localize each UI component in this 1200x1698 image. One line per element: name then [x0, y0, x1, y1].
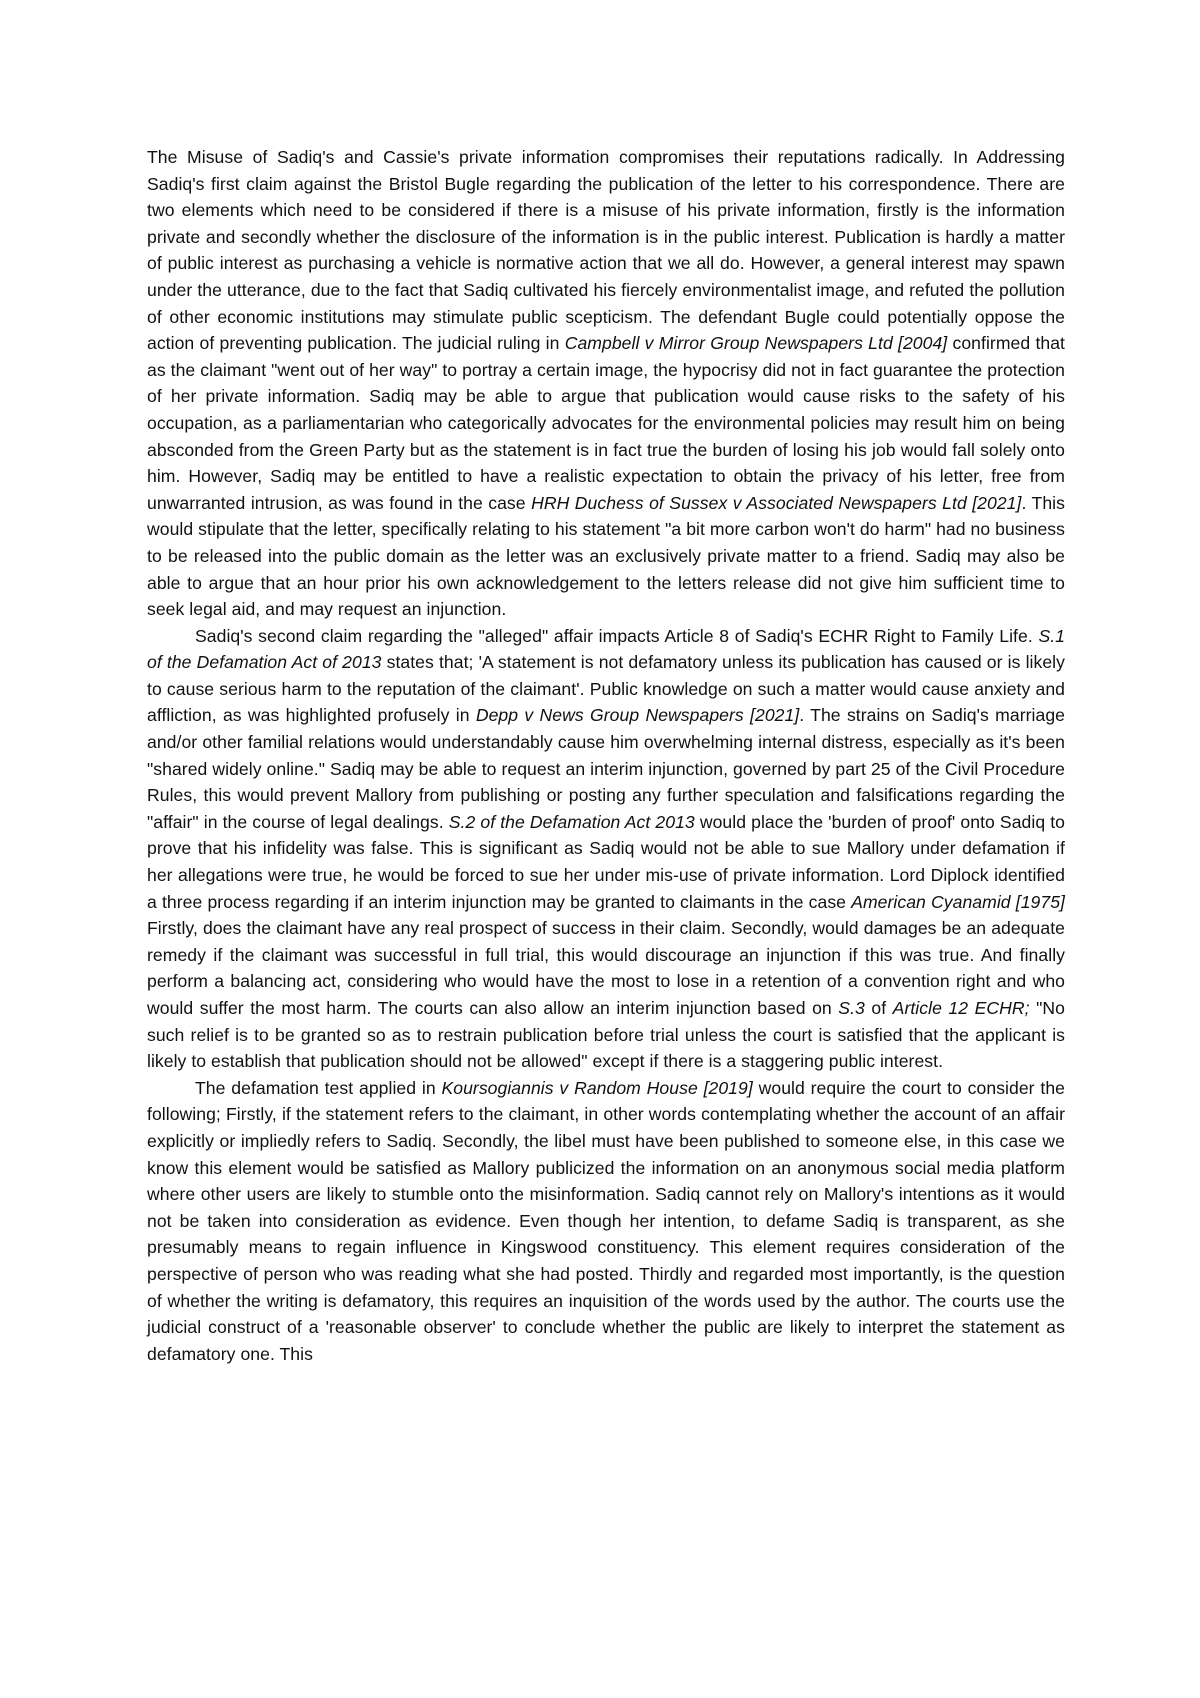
document-body — [147, 144, 1065, 1367]
text-run: confirmed that as the claimant "went out of her way" to portray a certain image, the hypocrisy did not in fact guarantee the protection of her private information. Sadiq may be able to argue that publication would cause risks to the safety of his occupation, as a parliamentarian who categorically advocates for the environmental policies may result him on being absconded from the Green Party but as the statement is in fact true the burden of losing his job would fall solely onto him. However, Sadiq may be entitled to have a realistic expectation to obtain the privacy of his letter, free from unwarranted intrusion, as was found in the case — [147, 333, 1065, 513]
text-run: The Misuse of Sadiq's and Cassie's private information compromises their reputations radically. In Addressing Sadiq's first claim against the Bristol Bugle regarding the publication of the letter to his correspondence. There are two elements which need to be considered if there is a misuse of his private information, firstly is the information private and secondly whether the disclosure of the information is in the public interest. Publication is hardly a matter of public interest as purchasing a vehicle is normative action that we all do. However, a general interest may spawn under the utterance, due to the fact that Sadiq cultivated his fiercely environmentalist image, and refuted the pollution of other economic institutions may stimulate public scepticism. The defendant Bugle could potentially oppose the action of preventing publication. The judicial ruling in — [147, 147, 1065, 354]
paragraph-defamation-test — [147, 1075, 1065, 1368]
statute-citation: Article 12 ECHR; — [892, 998, 1030, 1018]
paragraph-second-claim-affair — [147, 623, 1065, 1075]
text-run: states that; 'A statement is not defamatory unless its publication has caused or is likely to cause serious harm to the reputation of the claimant'. Public knowledge on such a matter would cause anxiety and affliction, as was highlighted profusely in — [147, 652, 1065, 726]
case-citation: Depp v News Group Newspapers [2021] — [475, 705, 800, 726]
case-citation: Campbell v Mirror Group Newspapers Ltd [2004] — [564, 333, 948, 354]
case-citation: American Cyanamid [1975] — [851, 891, 1065, 912]
text-run: Sadiq's second claim regarding the "alleged" affair impacts Article 8 of Sadiq's ECHR Right to Family Life. — [195, 625, 1039, 646]
text-run: of — [864, 998, 893, 1018]
text-run: The defamation test applied in — [195, 1077, 442, 1098]
text-run: would require the court to consider the following; Firstly, if the statement refers to the claimant, in other words contemplating whether the account of an affair explicitly or impliedly refers to Sadiq. Secondly, the libel must have been published to someone else, in this case we know this element would be satisfied as Mallory publicized the information on an anonymous social media platform where other users are likely to stumble onto the misinformation. Sadiq cannot rely on Mallory's intentions as it would not be taken into consideration as evidence. Even though her intention, to defame Sadiq is transparent, as she presumably means to regain influence in Kingswood constituency. This element requires consideration of the perspective of person who was reading what she had posted. Thirdly and regarded most importantly, is the question of whether the writing is defamatory, this requires an inquisition of the words used by the author. The courts use the judicial construct of a 'reasonable observer' to conclude whether the public are likely to interpret the statement as defamatory one. This — [147, 1077, 1065, 1364]
paragraph-misuse-of-private-information — [147, 144, 1065, 623]
statute-citation: S.3 — [838, 998, 865, 1018]
case-citation: Koursogiannis v Random House [2019] — [441, 1077, 753, 1098]
text-run: . This would stipulate that the letter, specifically relating to his statement "a bit more carbon won't do harm" had no business to be released into the public domain as the letter was an exclusively private matter to a friend. Sadiq may also be able to argue that an hour prior his own acknowledgement to the letters release did not give him sufficient time to seek legal aid, and may request an injunction. — [147, 492, 1065, 620]
case-citation: HRH Duchess of Sussex v Associated Newspapers Ltd [2021] — [531, 492, 1022, 513]
statute-citation: S.2 of the Defamation Act 2013 — [448, 811, 695, 832]
text-run: . The strains on Sadiq's marriage and/or other familial relations would understandably cause him overwhelming internal distress, especially as it's been "shared widely online." Sadiq may be able to request an interim injunction, governed by part 25 of the Civil Procedure Rules, this would prevent Mallory from publishing or posting any further speculation and falsifications regarding the "affair" in the course of legal dealings. — [147, 705, 1065, 832]
statute-citation: S.1 of the Defamation Act of 2013 — [147, 625, 1065, 673]
text-run: would place the 'burden of proof' onto Sadiq to prove that his infidelity was false. This is significant as Sadiq would not be able to sue Mallory under defamation if her allegations were true, he would be forced to sue her under mis-use of private information. Lord Diplock identified a three process regarding if an interim injunction may be granted to claimants in the case — [147, 811, 1065, 912]
text-run: Firstly, does the claimant have any real prospect of success in their claim. Secondly, would damages be an adequate remedy if the claimant was successful in full trial, this would discourage an injunction if this was true. And finally perform a balancing act, considering who would have the most to lose in a retention of a convention right and who would suffer the most harm. The courts can also allow an interim injunction based on — [147, 918, 1065, 1018]
text-run: "No such relief is to be granted so as to restrain publication before trial unless the court is satisfied that the applicant is likely to establish that publication should not be allowed" except if there is a staggering public interest. — [147, 998, 1065, 1072]
